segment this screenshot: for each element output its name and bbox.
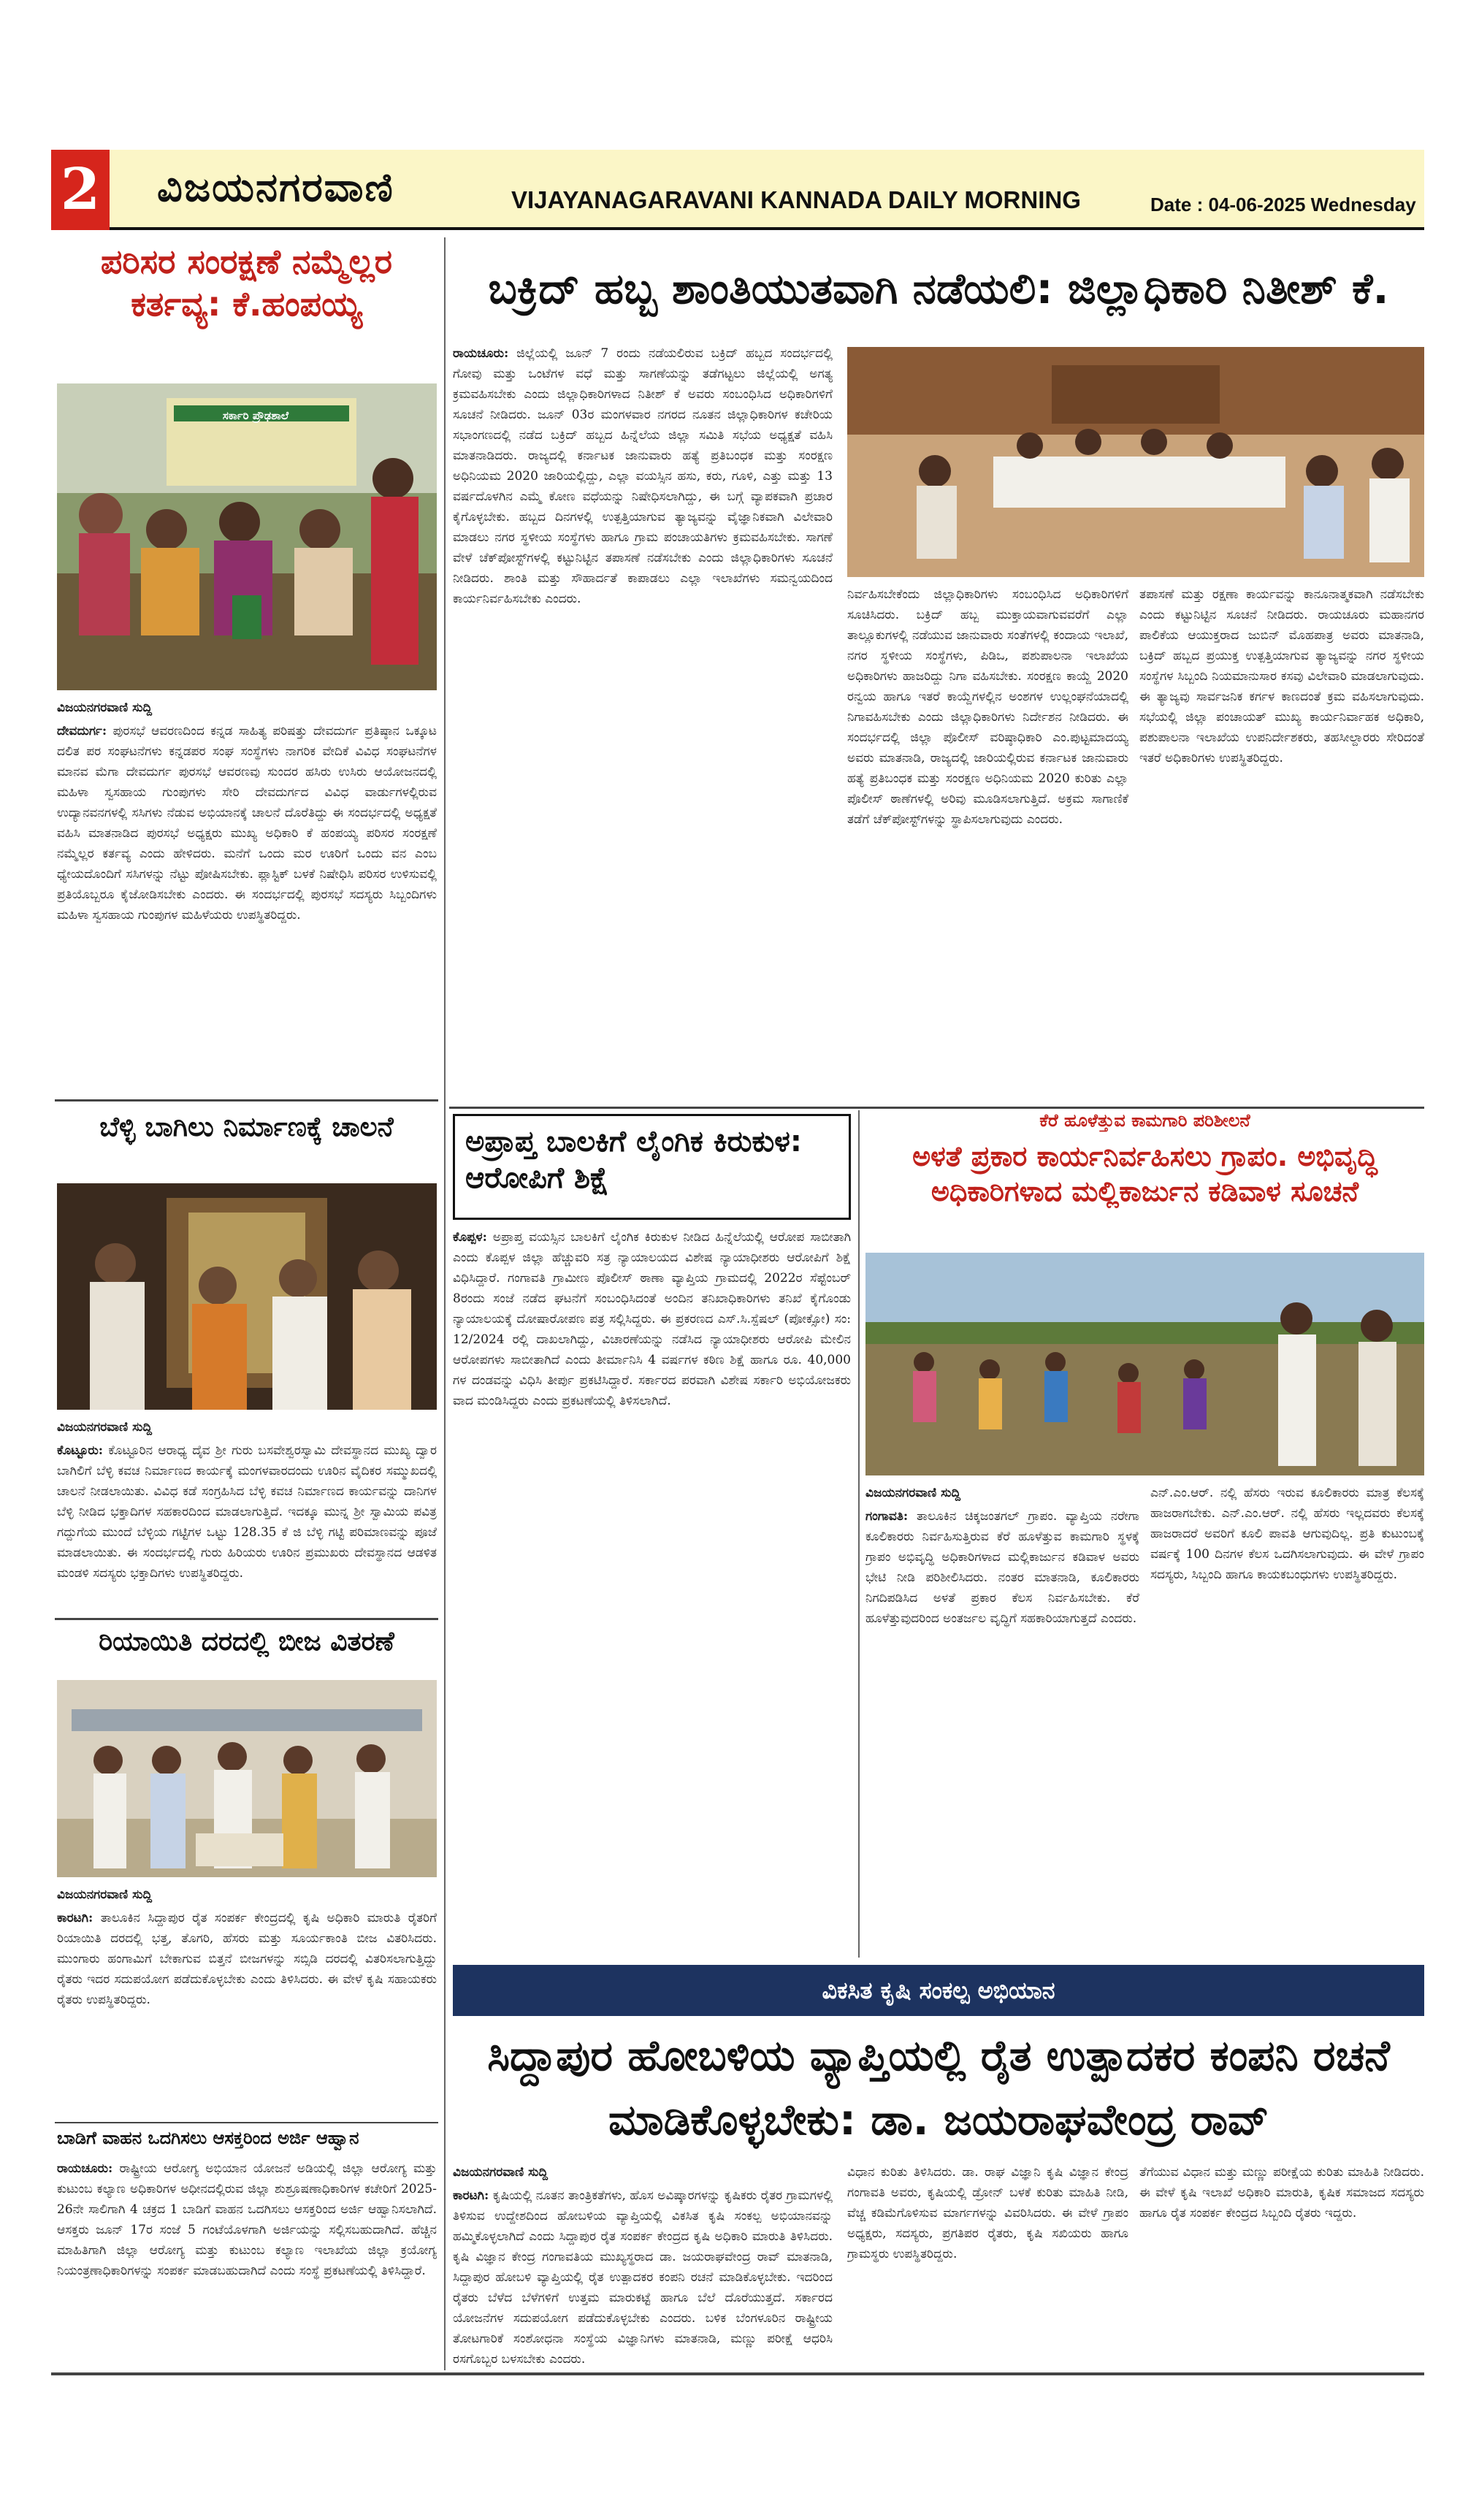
story-pocso-text (453, 1227, 851, 1958)
photo-banner-label: ಸರ್ಕಾರಿ ಪ್ರೌಢಶಾಲೆ (222, 409, 289, 422)
story-env-text (57, 698, 437, 1096)
byline: ವಿಜಯನಗರವಾಣಿ ಸುದ್ದಿ (57, 1887, 153, 1902)
headline-environment: ಪರಿಸರ ಸಂರಕ್ಷಣೆ ನಮ್ಮೆಲ್ಲರ ಕರ್ತವ್ಯ: ಕೆ.ಹಂಪಯ್ಯ (100, 242, 393, 324)
story-body: ಎನ್.ಎಂ.ಆರ್. ನಲ್ಲಿ ಹೆಸರು ಇರುವ ಕೂಲಿಕಾರರು ಮಾತ್ರ ಕೆಲಸಕ್ಕೆ ಹಾಜರಾಗಬೇಕು. ಎನ್.ಎಂ.ಆರ್. ನಲ್ಲಿ ಹೆಸರು ಇಲ್ಲದವರು ಕೆಲಸಕ್ಕೆ ಹಾಜರಾದರೆ ಅವರಿಗೆ ಕೂಲಿ ಪಾವತಿ ಆಗುವುದಿಲ್ಲ. ಪ್ರತಿ ಕುಟುಂಬಕ್ಕೆ ವರ್ಷಕ್ಕೆ 100 ದಿನಗಳ ಕೆಲಸ ಒದಗಿಸಲಾಗುವುದು. ಈ ವೇಳೆ ಗ್ರಾಪಂ ಸದಸ್ಯರು, ಸಿಬ್ಬಂದಿ ಹಾಗೂ ಕಾಯಕಬಂಧುಗಳು ಉಪಸ್ಥಿತರಿದ್ದರು. (1150, 1486, 1424, 1582)
dateline: ಕಾರಟಗಿ: (453, 2188, 489, 2203)
divider (55, 1099, 438, 1101)
photo-meeting-hall (847, 347, 1424, 577)
story-lead-right (1139, 584, 1424, 1103)
page-bottom-rule (51, 2372, 1424, 2375)
headline-bakrid: ಬಕ್ರಿದ್ ಹಬ್ಬ ಶಾಂತಿಯುತವಾಗಿ ನಡೆಯಲಿ: ಜಿಲ್ಲಾಧಿಕಾರಿ ನಿತೀಶ್ ಕೆ. (488, 264, 1389, 313)
byline: ವಿಜಯನಗರವಾಣಿ ಸುದ್ದಿ (57, 1420, 153, 1435)
story-body: ತೆಗೆಯುವ ವಿಧಾನ ಮತ್ತು ಮಣ್ಣು ಪರೀಕ್ಷೆಯ ಕುರಿತು ಮಾಹಿತಿ ನೀಡಿದರು. ಈ ವೇಳೆ ಕೃಷಿ ಇಲಾಖೆ ಅಧಿಕಾರಿ ಮಾರುತಿ, ಕೃಷಿಕ ಸಮಾಜದ ಸದಸ್ಯರು ಹಾಗೂ ರೈತ ಸಂಪರ್ಕ ಕೇಂದ್ರದ ಸಿಬ್ಬಂದಿ ರೈತರು ಇದ್ದರು. (1139, 2165, 1424, 2221)
story-body: ಕೊಟ್ಟೂರಿನ ಆರಾಧ್ಯ ದೈವ ಶ್ರೀ ಗುರು ಬಸವೇಶ್ವರಸ್ವಾಮಿ ದೇವಸ್ಥಾನದ ಮುಖ್ಯ ದ್ವಾರ ಬಾಗಿಲಿಗೆ ಬೆಳ್ಳಿ ಕವಚ ನಿರ್ಮಾಣದ ಕಾರ್ಯಕ್ಕೆ ಮಂಗಳವಾರದಂದು ಊರಿನ ವೈದಿಕರ ಸಮ್ಮುಖದಲ್ಲಿ ಚಾಲನೆ ನೀಡಲಾಯಿತು. ವಿವಿಧ ಕಡೆ ಸಂಗ್ರಹಿಸಿದ ಬೆಳ್ಳಿ ಕವಚ ನಿರ್ಮಾಣದ ಕಾರ್ಯವನ್ನು ದಾನಿಗಳ ಬೆಳ್ಳಿ ನೀಡಿದ ಭಕ್ತಾದಿಗಳ ಸಹಕಾರದಿಂದ ಮಾಡಲಾಗುತ್ತಿದೆ. ಇದಕ್ಕೂ ಮುನ್ನ ಶ್ರೀ ಸ್ವಾಮಿಯ ಪವಿತ್ರ ಗದ್ದುಗೆಯ ಮುಂದೆ ಬೆಳ್ಳಿಯ ಗಟ್ಟಿಗಳ ಒಟ್ಟು 128.35 ಕೆ ಜಿ ಬೆಳ್ಳಿ ಗಟ್ಟಿ ಪರಿಮಾಣವನ್ನು ಪೂಜೆ ಮಾಡಲಾಯಿತು. ಈ ಸಂದರ್ಭದಲ್ಲಿ ಗುರು ಹಿರಿಯರು ಊರಿನ ಪ್ರಮುಖರು ದೇವಸ್ಥಾನದ ಆಡಳಿತ ಮಂಡಳಿ ಸದಸ್ಯರು ಭಕ್ತಾದಿಗಳು ಉಪಸ್ಥಿತರಿದ್ದರು. (57, 1443, 437, 1581)
story-body: ರಾಷ್ಟ್ರೀಯ ಆರೋಗ್ಯ ಅಭಿಯಾನ ಯೋಜನೆ ಅಡಿಯಲ್ಲಿ ಜಿಲ್ಲಾ ಆರೋಗ್ಯ ಮತ್ತು ಕುಟುಂಬ ಕಲ್ಯಾಣ ಅಧಿಕಾರಿಗಳ ಅಧೀನದಲ್ಲಿರುವ ಜಿಲ್ಲಾ ಶುಶ್ರೂಷಣಾಧಿಕಾರಿಗಳ ಕಚೇರಿಗೆ 2025-26ನೇ ಸಾಲಿಗಾಗಿ 4 ಚಕ್ರದ 1 ಬಾಡಿಗೆ ವಾಹನ ಒದಗಿಸಲು ಆಸಕ್ತರಿಂದ ಅರ್ಜಿ ಆಹ್ವಾನಿಸಲಾಗಿದೆ. ಆಸಕ್ತರು ಜೂನ್ 17ರ ಸಂಜೆ 5 ಗಂಟೆಯೊಳಗಾಗಿ ಅರ್ಜಿಯನ್ನು ಸಲ್ಲಿಸಬಹುದಾಗಿದೆ. ಹೆಚ್ಚಿನ ಮಾಹಿತಿಗಾಗಿ ಜಿಲ್ಲಾ ಆರೋಗ್ಯ ಮತ್ತು ಕುಟುಂಬ ಕಲ್ಯಾಣ ಇಲಾಖೆಯ ಜಿಲ್ಲಾ ಕ್ರಯೋಗ್ಯ ನಿಯಂತ್ರಣಾಧಿಕಾರಿಗಳನ್ನು ಸಂಪರ್ಕ ಮಾಡಬಹುದಾಗಿದೆ ಎಂದು ಸಂಸ್ಥೆ ಪ್ರಕಟಣೆಯಲ್ಲಿ ತಿಳಿಸಿದ್ದಾರೆ. (57, 2161, 437, 2278)
photo-temple-gate (57, 1183, 437, 1410)
story-vehicle-text (57, 2158, 437, 2367)
divider (55, 2122, 438, 2123)
dateline: ಗಂಗಾವತಿ: (865, 1509, 909, 1524)
headline-fpo: ಸಿದ್ದಾಪುರ ಹೋಬಳಿಯ ವ್ಯಾಪ್ತಿಯಲ್ಲಿ ರೈತ ಉತ್ಪಾದಕರ ಕಂಪನಿ ರಚನೆ ಮಾಡಿಕೊಳ್ಳಬೇಕು: ಡಾ. ಜಯರಾಘವೇಂದ್ರ ರಾವ್ (487, 2031, 1390, 2145)
headline-pocso: ಅಪ್ರಾಪ್ತ ಬಾಲಕಿಗೆ ಲೈಂಗಿಕ ಕಿರುಕುಳ: ಆರೋಪಿಗೆ ಶಿಕ್ಷೆ (453, 1114, 851, 1220)
headline-silver-gate: ಬೆಳ್ಳಿ ಬಾಗಿಲು ನಿರ್ಮಾಣಕ್ಕೆ ಚಾಲನೆ (99, 1111, 394, 1142)
photo-tree-planting (57, 383, 437, 690)
story-body: ಪುರಸಭೆ ಆವರಣದಿಂದ ಕನ್ನಡ ಸಾಹಿತ್ಯ ಪರಿಷತ್ತು ದೇವದುರ್ಗ ಪ್ರತಿಷ್ಠಾನ ಒಕ್ಕೂಟ ದಲಿತ ಪರ ಸಂಘಟನೆಗಳು ಕನ್ನಡಪರ ಸಂಘ ಸಂಸ್ಥೆಗಳು ನಾಗರಿಕ ವೇದಿಕೆ ವಿವಿಧ ಸಂಘಟನೆಗಳ ಮಾನವ ಮೆಗಾ ದೇವದುರ್ಗ ಪುರಸಭೆ ಆವರಣವು ಸುಂದರ ಹಸಿರು ಉಸಿರು ಆಯೋಜನದಲ್ಲಿ ಮಹಿಳಾ ಸ್ವಸಹಾಯ ಗುಂಪುಗಳು ಸೇರಿ ದೇವದುರ್ಗದ ವಿವಿಧ ವಾರ್ಡುಗಳಲ್ಲಿರುವ ಉದ್ಯಾನವನಗಳಲ್ಲಿ ಸಸಿಗಳು ನೆಡುವ ಅಭಿಯಾನಕ್ಕೆ ಚಾಲನೆ ದೊರೆತಿದ್ದು ಈ ಸಂದರ್ಭದಲ್ಲಿ ಅಧ್ಯಕ್ಷತೆ ವಹಿಸಿ ಮಾತನಾಡಿದ ಪುರಸಭೆ ಅಧ್ಯಕ್ಷರು ಮುಖ್ಯ ಅಧಿಕಾರಿ ಕೆ ಹಂಪಯ್ಯ ಪರಿಸರ ಸಂರಕ್ಷಣೆ ನಮ್ಮೆಲ್ಲರ ಕರ್ತವ್ಯ ಎಂದು ಹೇಳಿದರು. ಮನೆಗೆ ಒಂದು ಮರ ಊರಿಗೆ ಒಂದು ವನ ಎಂಬ ಧ್ಯೇಯದೊಂದಿಗೆ ಸಸಿಗಳನ್ನು ನೆಟ್ಟು ಪೋಷಿಸಬೇಕು. ಪ್ಲಾಸ್ಟಿಕ್ ಬಳಕೆ ನಿಷೇಧಿಸಿ ಪರಿಸರ ಉಳಿಸುವಲ್ಲಿ ಪ್ರತಿಯೊಬ್ಬರೂ ಕೈಜೋಡಿಸಬೇಕು ಎಂದರು. ಈ ಸಂದರ್ಭದಲ್ಲಿ ಪುರಸಭೆ ಸದಸ್ಯರು ಸಿಬ್ಬಂದಿಗಳು ಮಹಿಳಾ ಸ್ವಸಹಾಯ ಗುಂಪುಗಳ ಮಹಿಳೆಯರು ಉಪಸ್ಥಿತರಿದ್ದರು. (57, 724, 437, 923)
divider (449, 1107, 1424, 1109)
story-fpo-left (453, 2162, 833, 2367)
dateline: ದೇವದುರ್ಗ: (57, 724, 107, 738)
section-band: ವಿಕಸಿತ ಕೃಷಿ ಸಂಕಲ್ಪ ಅಭಿಯಾನ (453, 1965, 1424, 2016)
story-body: ತಾಲೂಕಿನ ಸಿದ್ದಾಪುರ ರೈತ ಸಂಪರ್ಕ ಕೇಂದ್ರದಲ್ಲಿ ಕೃಷಿ ಅಧಿಕಾರಿ ಮಾರುತಿ ರೈತರಿಗೆ ರಿಯಾಯಿತಿ ದರದಲ್ಲಿ ಭತ್ತ, ತೊಗರಿ, ಹೆಸರು ಮತ್ತು ಸೂರ್ಯಕಾಂತಿ ಬೀಜ ವಿತರಿಸಿದರು. ಮುಂಗಾರು ಹಂಗಾಮಿಗೆ ಬೇಕಾಗುವ ಬಿತ್ತನೆ ಬೀಜಗಳನ್ನು ಸಬ್ಸಿಡಿ ದರದಲ್ಲಿ ವಿತರಿಸಲಾಗುತ್ತಿದ್ದು ರೈತರು ಇದರ ಸದುಪಯೋಗ ಪಡೆದುಕೊಳ್ಳಬೇಕು ಎಂದು ತಿಳಿಸಿದರು. ಈ ವೇಳೆ ಕೃಷಿ ಸಹಾಯಕರು ರೈತರು ಉಪಸ್ಥಿತರಿದ್ದರು. (57, 1911, 437, 2007)
story-body: ತಪಾಸಣೆ ಮತ್ತು ರಕ್ಷಣಾ ಕಾರ್ಯವನ್ನು ಕಾನೂನಾತ್ಮಕವಾಗಿ ನಡೆಸಬೇಕು ಎಂದು ಕಟ್ಟುನಿಟ್ಟಿನ ಸೂಚನೆ ನೀಡಿದರು. ರಾಯಚೂರು ಮಹಾನಗರ ಪಾಲಿಕೆಯ ಆಯುಕ್ತರಾದ ಜುಬಿನ್ ಮೊಹಪಾತ್ರ ಅವರು ಮಾತನಾಡಿ, ಬಕ್ರಿದ್ ಹಬ್ಬದ ಪ್ರಯುಕ್ತ ಉತ್ಪತ್ತಿಯಾಗುವ ತ್ಯಾಜ್ಯವನ್ನು ನಗರ ಸ್ಥಳೀಯ ಸಂಸ್ಥೆಗಳ ಸಿಬ್ಬಂದಿ ನಿಯಮಾನುಸಾರ ಕಸವು ವಿಲೇವಾರಿ ಮಾಡಲಾಗುವುದು. ಈ ತ್ಯಾಜ್ಯವು ಸಾರ್ವಜನಿಕ ಕರ್ಗಳ ಕಾಣದಂತೆ ಕ್ರಮ ವಹಿಸಲಾಗುವುದು. ಸಭೆಯಲ್ಲಿ ಜಿಲ್ಲಾ ಪಂಚಾಯತ್ ಮುಖ್ಯ ಕಾರ್ಯನಿರ್ವಾಹಕ ಅಧಿಕಾರಿ, ಪಶುಪಾಲನಾ ಇಲಾಖೆಯ ಉಪನಿರ್ದೇಶಕರು, ತಹಸೀಲ್ದಾರರು ಸೇರಿದಂತೆ ಇತರೆ ಅಧಿಕಾರಿಗಳು ಉಪಸ್ಥಿತರಿದ್ದರು. (1139, 587, 1424, 765)
story-body: ತಾಲೂಕಿನ ಚಿಕ್ಕಜಂತಗಲ್ ಗ್ರಾಪಂ. ವ್ಯಾಪ್ತಿಯ ನರೇಗಾ ಕೂಲಿಕಾರರು ನಿರ್ವಹಿಸುತ್ತಿರುವ ಕೆರೆ ಹೂಳೆತ್ತುವ ಕಾಮಗಾರಿ ಸ್ಥಳಕ್ಕೆ ಗ್ರಾಪಂ ಅಭಿವೃದ್ಧಿ ಅಧಿಕಾರಿಗಳಾದ ಮಲ್ಲಿಕಾರ್ಜುನ ಕಡಿವಾಳ ಅವರು ಭೇಟಿ ನೀಡಿ ಪರಿಶೀಲಿಸಿದರು. ನಂತರ ಮಾತನಾಡಿ, ಕೂಲಿಕಾರರು ನಿಗದಿಪಡಿಸಿದ ಅಳತೆ ಪ್ರಕಾರ ಕೆಲಸ ನಿರ್ವಹಿಸಬೇಕು. ಕೆರೆ ಹೂಳೆತ್ತುವುದರಿಂದ ಅಂತರ್ಜಲ ವೃದ್ಧಿಗೆ ಸಹಕಾರಿಯಾಗುತ್ತದೆ ಎಂದರು. (865, 1509, 1139, 1626)
dateline: ಕೊಟ್ಟೂರು: (57, 1443, 104, 1458)
byline: ವಿಜಯನಗರವಾಣಿ ಸುದ್ದಿ (865, 1486, 961, 1500)
dateline: ಕೊಪ್ಪಳ: (453, 1230, 487, 1245)
story-body: ವಿಧಾನ ಕುರಿತು ತಿಳಿಸಿದರು. ಡಾ. ರಾಘ ವಿಜ್ಞಾನಿ ಕೃಷಿ ವಿಜ್ಞಾನ ಕೇಂದ್ರ ಗಂಗಾವತಿ ಅವರು, ಕೃಷಿಯಲ್ಲಿ ಡ್ರೋನ್ ಬಳಕೆ ಕುರಿತು ಮಾಹಿತಿ ನೀಡಿ, ವೆಚ್ಚ ಕಡಿಮೆಗೊಳಿಸುವ ಮಾರ್ಗಗಳನ್ನು ವಿವರಿಸಿದರು. ಈ ವೇಳೆ ಗ್ರಾಪಂ ಅಧ್ಯಕ್ಷರು, ಸದಸ್ಯರು, ಪ್ರಗತಿಪರ ರೈತರು, ಕೃಷಿ ಸಖಿಯರು ಹಾಗೂ ಗ್ರಾಮಸ್ಥರು ಉಪಸ್ಥಿತರಿದ್ದರು. (847, 2165, 1128, 2261)
headline-vehicle-tender: ಬಾಡಿಗೆ ವಾಹನ ಒದಗಿಸಲು ಆಸಕ್ತರಿಂದ ಅರ್ಜಿ ಆಹ್ವಾನ (57, 2128, 359, 2148)
story-body: ಜಿಲ್ಲೆಯಲ್ಲಿ ಜೂನ್ 7 ರಂದು ನಡೆಯಲಿರುವ ಬಕ್ರಿದ್ ಹಬ್ಬದ ಸಂದರ್ಭದಲ್ಲಿ ಗೋವು ಮತ್ತು ಒಂಟೆಗಳ ವಧೆ ಮತ್ತು ಸಾಗಣೆಯನ್ನು ತಡೆಗಟ್ಟಲು ಜಿಲ್ಲೆಯಲ್ಲಿ ಅಗತ್ಯ ಕ್ರಮವಹಿಸಬೇಕು ಎಂದು ಜಿಲ್ಲಾಧಿಕಾರಿಗಳಾದ ನಿತೀಶ್ ಕೆ ಅವರು ಸಂಬಂಧಿಸಿದ ಅಧಿಕಾರಿಗಳಿಗೆ ಸೂಚನೆ ನೀಡಿದರು. ಜೂನ್ 03ರ ಮಂಗಳವಾರ ನಗರದ ನೂತನ ಜಿಲ್ಲಾಧಿಕಾರಿಗಳ ಕಚೇರಿಯ ಸಭಾಂಗಣದಲ್ಲಿ ನಡೆದ ಬಕ್ರಿದ್ ಹಬ್ಬದ ಹಿನ್ನೆಲೆಯ ಜಿಲ್ಲಾ ಸಮಿತಿ ಸಭೆಯ ಅಧ್ಯಕ್ಷತೆ ವಹಿಸಿ ಮಾತನಾಡಿದರು. ರಾಜ್ಯದಲ್ಲಿ ಕರ್ನಾಟಕ ಜಾನುವಾರು ಹತ್ಯೆ ಪ್ರತಿಬಂಧಕ ಮತ್ತು ಸಂರಕ್ಷಣ ಅಧಿನಿಯಮ 2020 ಜಾರಿಯಲ್ಲಿದ್ದು, ಎಲ್ಲಾ ವಯಸ್ಸಿನ ಹಸು, ಕರು, ಗೂಳಿ, ಎತ್ತು ಮತ್ತು 13 ವರ್ಷದೊಳಗಿನ ಎಮ್ಮೆ ಕೋಣ ವಧೆಯನ್ನು ನಿಷೇಧಿಸಲಾಗಿದ್ದು, ಈ ಬಗ್ಗೆ ವ್ಯಾಪಕವಾಗಿ ಪ್ರಚಾರ ಕೈಗೊಳ್ಳಬೇಕು. ಹಬ್ಬದ ದಿನಗಳಲ್ಲಿ ಉತ್ಪತ್ತಿಯಾಗುವ ತ್ಯಾಜ್ಯವನ್ನು ವೈಜ್ಞಾನಿಕವಾಗಿ ವಿಲೇವಾರಿ ಮಾಡಲು ನಗರ ಸ್ಥಳೀಯ ಸಂಸ್ಥೆಗಳು ಹಾಗೂ ಗ್ರಾಮ ಪಂಚಾಯತಿಗಳು ಕ್ರಮವಹಿಸಬೇಕು. ಸಾಗಣೆ ವೇಳೆ ಚೆಕ್‌ಪೋಸ್ಟ್‌ಗಳಲ್ಲಿ ಕಟ್ಟುನಿಟ್ಟಿನ ತಪಾಸಣೆ ನಡೆಸಬೇಕು ಎಂದು ಜಿಲ್ಲಾಧಿಕಾರಿಗಳು ಸೂಚನೆ ನೀಡಿದರು. ಶಾಂತಿ ಮತ್ತು ಸೌಹಾರ್ದತೆ ಕಾಪಾಡಲು ಎಲ್ಲಾ ಇಲಾಖೆಗಳು ಸಮನ್ವಯದಿಂದ ಕಾರ್ಯನಿರ್ವಹಿಸಬೇಕು ಎಂದರು. (453, 346, 833, 606)
story-lake-left (865, 1483, 1139, 1958)
story-lake-right (1150, 1483, 1424, 1958)
headline-lake: ಅಳತೆ ಪ್ರಕಾರ ಕಾರ್ಯನಿರ್ವಹಿಸಲು ಗ್ರಾಪಂ. ಅಭಿವೃದ್ಧಿ ಅಧಿಕಾರಿಗಳಾದ ಮಲ್ಲಿಕಾರ್ಜುನ ಕಡಿವಾಳ ಸೂಚನೆ (912, 1140, 1377, 1207)
story-seed-text (57, 1885, 437, 2118)
dateline: ಕಾರಟಗಿ: (57, 1911, 93, 1925)
column-divider (858, 1110, 860, 1958)
photo-lake-work (865, 1253, 1424, 1475)
column-divider (444, 237, 446, 2370)
story-body: ಅಪ್ರಾಪ್ತ ವಯಸ್ಸಿನ ಬಾಲಕಿಗೆ ಲೈಂಗಿಕ ಕಿರುಕುಳ ನೀಡಿದ ಹಿನ್ನೆಲೆಯಲ್ಲಿ ಆರೋಪ ಸಾಬೀತಾಗಿ ಎಂದು ಕೊಪ್ಪಳ ಜಿಲ್ಲಾ ಹೆಚ್ಚುವರಿ ಸತ್ರ ನ್ಯಾಯಾಲಯದ ವಿಶೇಷ ನ್ಯಾಯಾಧೀಶರು ಆರೋಪಿಗೆ ಶಿಕ್ಷೆ ವಿಧಿಸಿದ್ದಾರೆ. ಗಂಗಾವತಿ ಗ್ರಾಮೀಣ ಪೊಲೀಸ್ ಠಾಣಾ ವ್ಯಾಪ್ತಿಯ ಗ್ರಾಮದಲ್ಲಿ 2022ರ ಸೆಪ್ಟೆಂಬರ್ 8ರಂದು ಸಂಜೆ ನಡೆದ ಘಟನೆಗೆ ಸಂಬಂಧಿಸಿದಂತೆ ಅಂದಿನ ತನಿಖಾಧಿಕಾರಿಗಳು ತನಿಖೆ ಕೈಗೊಂಡು ನ್ಯಾಯಾಲಯಕ್ಕೆ ದೋಷಾರೋಪಣ ಪತ್ರ ಸಲ್ಲಿಸಿದ್ದರು. ಈ ಪ್ರಕರಣದ ಎಸ್.ಸಿ.ಸ್ಪೆಷಲ್ (ಪೋಕ್ಸೋ) ಸಂ: 12/2024 ರಲ್ಲಿ ದಾಖಲಾಗಿದ್ದು, ವಿಚಾರಣೆಯನ್ನು ನಡೆಸಿದ ನ್ಯಾಯಾಧೀಶರು ಆರೋಪಿ ಮೇಲಿನ ಆರೋಪಗಳು ಸಾಬೀತಾಗಿದೆ ಎಂದು ತೀರ್ಮಾನಿಸಿ 4 ವರ್ಷಗಳ ಕಠಿಣ ಶಿಕ್ಷೆ ಹಾಗೂ ರೂ. 40,000 ಗಳ ದಂಡವನ್ನು ವಿಧಿಸಿ ತೀರ್ಪು ಪ್ರಕಟಿಸಿದ್ದಾರೆ. ಸರ್ಕಾರದ ಪರವಾಗಿ ವಿಶೇಷ ಸರ್ಕಾರಿ ಅಭಿಯೋಜಕರು ವಾದ ಮಂಡಿಸಿದ್ದರು ಎಂದು ಪ್ರಕಟಣೆಯಲ್ಲಿ ತಿಳಿಸಲಾಗಿದೆ. (453, 1230, 851, 1408)
kicker-lake: ಕೆರೆ ಹೂಳೆತ್ತುವ ಕಾಮಗಾರಿ ಪರಿಶೀಲನೆ (865, 1110, 1424, 1134)
page-number: 2 (51, 150, 110, 230)
story-body: ನಿರ್ವಹಿಸಬೇಕೆಂದು ಜಿಲ್ಲಾಧಿಕಾರಿಗಳು ಸಂಬಂಧಿಸಿದ ಅಧಿಕಾರಿಗಳಿಗೆ ಸೂಚಿಸಿದರು. ಬಕ್ರಿದ್ ಹಬ್ಬ ಮುಕ್ತಾಯವಾಗುವವರೆಗೆ ಎಲ್ಲಾ ತಾಲ್ಲೂಕುಗಳಲ್ಲಿ ನಡೆಯುವ ಜಾನುವಾರು ಸಂತೆಗಳಲ್ಲಿ ಕಂದಾಯ ಇಲಾಖೆ, ನಗರ ಸ್ಥಳೀಯ ಸಂಸ್ಥೆಗಳು, ಪಿಡಿಒ, ಪಶುಪಾಲನಾ ಇಲಾಖೆಯ ಅಧಿಕಾರಿಗಳು ಹಾಜರಿದ್ದು ನಿಗಾ ವಹಿಸಬೇಕು. ಸಂರಕ್ಷಣ ಕಾಯ್ದೆ 2020 ರನ್ವಯ ಹಾಗೂ ಇತರೆ ಕಾಯ್ದೆಗಳಲ್ಲಿನ ಅಂಶಗಳ ಉಲ್ಲಂಘನೆಯಾದಲ್ಲಿ ನಿಗಾವಹಿಸಬೇಕು ಎಂದು ಜಿಲ್ಲಾಧಿಕಾರಿಗಳು ನಿರ್ದೇಶನ ನೀಡಿದರು. ಈ ಸಂದರ್ಭದಲ್ಲಿ ಜಿಲ್ಲಾ ಪೊಲೀಸ್ ವರಿಷ್ಠಾಧಿಕಾರಿ ಎಂ.ಪುಟ್ಟಮಾದಯ್ಯ ಅವರು ಮಾತನಾಡಿ, ರಾಜ್ಯದಲ್ಲಿ ಜಾರಿಯಲ್ಲಿರುವ ಕರ್ನಾಟಕ ಜಾನುವಾರು ಹತ್ಯೆ ಪ್ರತಿಬಂಧಕ ಮತ್ತು ಸಂರಕ್ಷಣ ಅಧಿನಿಯಮ 2020 ಕುರಿತು ಎಲ್ಲಾ ಪೊಲೀಸ್ ಠಾಣೆಗಳಲ್ಲಿ ಅರಿವು ಮೂಡಿಸಲಾಗುತ್ತಿದೆ. ಅಕ್ರಮ ಸಾಗಾಣಿಕೆ ತಡೆಗೆ ಚೆಕ್‌ಪೋಸ್ಟ್‌ಗಳನ್ನು ಸ್ಥಾಪಿಸಲಾಗುವುದು ಎಂದರು. (847, 587, 1128, 827)
newspaper-name-kannada: ವಿಜಯನಗರವಾಣಿ (157, 164, 394, 210)
headline-seed-distribution: ರಿಯಾಯಿತಿ ದರದಲ್ಲಿ ಬೀಜ ವಿತರಣೆ (99, 1627, 394, 1657)
story-fpo-middle (847, 2162, 1128, 2367)
story-gate-text (57, 1417, 437, 1614)
photo-seed-distribution (57, 1680, 437, 1877)
story-lead-left (453, 343, 833, 1103)
dateline: ರಾಯಚೂರು: (57, 2161, 113, 2176)
byline: ವಿಜಯನಗರವಾಣಿ ಸುದ್ದಿ (453, 2165, 549, 2180)
story-fpo-right (1139, 2162, 1424, 2367)
story-lead-middle (847, 584, 1128, 1103)
newspaper-name-english: VIJAYANAGARAVANI KANNADA DAILY MORNING (511, 186, 1081, 213)
story-body: ಕೃಷಿಯಲ್ಲಿ ನೂತನ ತಾಂತ್ರಿಕತೆಗಳು, ಹೊಸ ಅವಿಷ್ಕಾರಗಳನ್ನು ಕೃಷಿಕರು ರೈತರ ಗ್ರಾಮಗಳಲ್ಲಿ ತಿಳಿಸುವ ಉದ್ದೇಶದಿಂದ ಹೋಬಳಿಯ ವ್ಯಾಪ್ತಿಯಲ್ಲಿ ವಿಕಸಿತ ಕೃಷಿ ಸಂಕಲ್ಪ ಅಭಿಯಾನವನ್ನು ಹಮ್ಮಿಕೊಳ್ಳಲಾಗಿದೆ ಎಂದು ಸಿದ್ದಾಪುರ ರೈತ ಸಂಪರ್ಕ ಕೇಂದ್ರದ ಕೃಷಿ ಅಧಿಕಾರಿ ಮಾರುತಿ ತಿಳಿಸಿದರು. ಕೃಷಿ ವಿಜ್ಞಾನ ಕೇಂದ್ರ ಗಂಗಾವತಿಯ ಮುಖ್ಯಸ್ಥರಾದ ಡಾ. ಜಯರಾಘವೇಂದ್ರ ರಾವ್ ಮಾತನಾಡಿ, ಸಿದ್ದಾಪುರ ಹೋಬಳಿ ವ್ಯಾಪ್ತಿಯಲ್ಲಿ ರೈತ ಉತ್ಪಾದಕರ ಕಂಪನಿ ರಚನೆ ಮಾಡಿಕೊಳ್ಳಬೇಕು. ಇದರಿಂದ ರೈತರು ಬೆಳೆದ ಬೆಳೆಗಳಿಗೆ ಉತ್ತಮ ಮಾರುಕಟ್ಟೆ ಹಾಗೂ ಬೆಲೆ ದೊರೆಯುತ್ತದೆ. ಸರ್ಕಾರದ ಯೋಜನೆಗಳ ಸದುಪಯೋಗ ಪಡೆದುಕೊಳ್ಳಬೇಕು ಎಂದರು. ಬಳಿಕ ಬೆಂಗಳೂರಿನ ರಾಷ್ಟ್ರೀಯ ತೋಟಗಾರಿಕೆ ಸಂಶೋಧನಾ ಸಂಸ್ಥೆಯ ವಿಜ್ಞಾನಿಗಳು ಮಾತನಾಡಿ, ಮಣ್ಣು ಪರೀಕ್ಷೆ ಆಧರಿಸಿ ರಸಗೊಬ್ಬರ ಬಳಸಬೇಕು ಎಂದರು. (453, 2188, 833, 2367)
dateline: ರಾಯಚೂರು: (453, 346, 509, 361)
divider (55, 1618, 438, 1620)
byline: ವಿಜಯನಗರವಾಣಿ ಸುದ್ದಿ (57, 700, 153, 715)
issue-date: Date : 04-06-2025 Wednesday (1150, 194, 1416, 215)
